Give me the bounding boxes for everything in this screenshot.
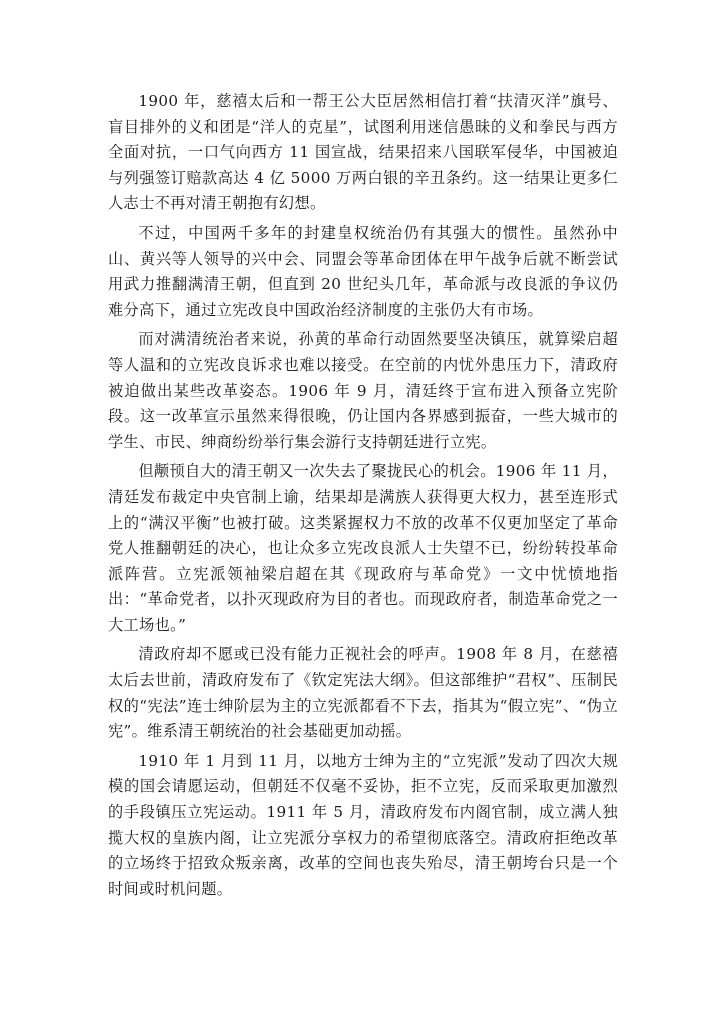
paragraph-2: 不过，中国两千多年的封建皇权统治仍有其强大的惯性。虽然孙中山、黄兴等人领导的兴中会、同盟会等革命团体在甲午战争后就不断尝试用武力推翻满清王朝，但直到 20 世纪头几年，革命派与改良派的争议仍难分高下，通过立宪改良中国政治经济制度的主张仍大有市场。 xyxy=(108,223,618,319)
paragraph-1: 1900 年，慈禧太后和一帮王公大臣居然相信打着“扶清灭洋”旗号、盲目排外的义和团是“洋人的克星”，试图利用迷信愚昧的义和拳民与西方全面对抗，一口气向西方 11 国宣战，结果招来八国联军侵华，中国被迫与列强签订赔款高达 4 亿 5000 万两白银的辛丑条约。这一结果让更多仁人志士不再对清王朝抱有幻想。 xyxy=(108,92,618,213)
paragraph-6: 1910 年 1 月到 11 月，以地方士绅为主的“立宪派”发动了四次大规模的国会请愿运动，但朝廷不仅毫不妥协，拒不立宪，反而采取更加激烈的手段镇压立宪运动。1911 年 5 月，清政府发布内阁官制，成立满人独揽大权的皇族内阁，让立宪派分享权力的希望彻底落空。清政府拒绝改革的立场终于招致众叛亲离，改革的空间也丧失殆尽，清王朝垮台只是一个时间或时机问题。 xyxy=(108,751,618,898)
body-text xyxy=(108,89,618,906)
paragraph-4: 但颟顸自大的清王朝又一次失去了聚拢民心的机会。1906 年 11 月，清廷发布裁定中央官制上谕，结果却是满族人获得更大权力，甚至连形式上的“满汉平衡”也被打破。这类紧握权力不放的改革不仅更加坚定了革命党人推翻朝廷的决心，也让众多立宪改良派人士失望不已，纷纷转投革命派阵营。立宪派领袖梁启超在其《现政府与革命党》一文中忧愤地指出：“革命党者，以扑灭现政府为目的者也。而现政府者，制造革命党之一大工场也。” xyxy=(108,462,618,634)
paragraph-3: 而对满清统治者来说，孙黄的革命行动固然要坚决镇压，就算梁启超等人温和的立宪改良诉求也难以接受。在空前的内忧外患压力下，清政府被迫做出某些改革姿态。1906 年 9 月，清廷终于宣布进入预备立宪阶段。这一改革宣示虽然来得很晚，仍让国内各界感到振奋，一些大城市的学生、市民、绅商纷纷举行集会游行支持朝廷进行立宪。 xyxy=(108,330,618,451)
paragraph-5: 清政府却不愿或已没有能力正视社会的呼声。1908 年 8 月，在慈禧太后去世前，清政府发布了《钦定宪法大纲》。但这部维护“君权”、压制民权的“宪法”连士绅阶层为主的立宪派都看不下去，指其为“假立宪”、“伪立宪”。维系清王朝统治的社会基础更加动摇。 xyxy=(108,645,618,741)
